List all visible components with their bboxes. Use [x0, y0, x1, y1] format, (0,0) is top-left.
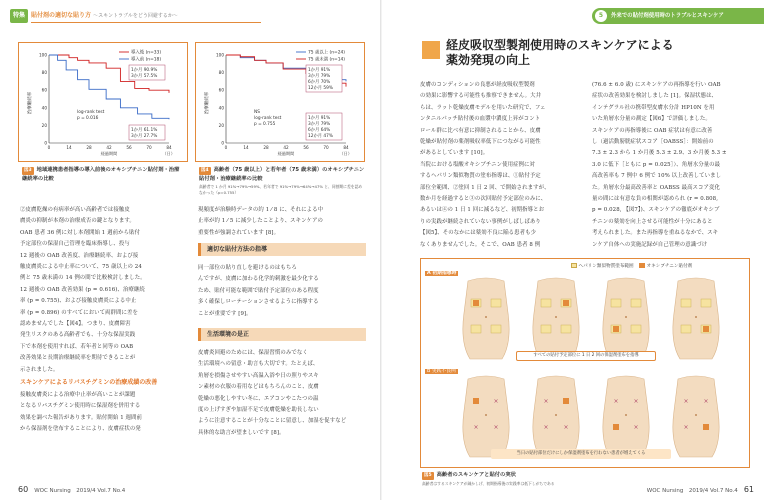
text-line: チニンの薬効を向上させる可能性が十分にあると	[592, 218, 713, 225]
unmoisturized-mark: ×	[473, 424, 479, 431]
text-line: 発生リスクのある高齢者でも、十分な保湿実践	[20, 332, 136, 339]
heparin-area	[491, 299, 501, 307]
result-box-top-line: 1か月 90.9%	[131, 68, 158, 73]
chart-2-svg	[196, 43, 366, 163]
text-line: 予定部位の保湿自己管理を臨床指導し、投与	[20, 241, 130, 248]
torso-outline	[533, 376, 579, 457]
navel	[555, 316, 557, 318]
x-tick-label: 28	[86, 145, 92, 150]
heparin-area	[681, 325, 691, 333]
text-line: 皮膚炎回避のためには、保湿習慣のみでなく	[198, 350, 308, 356]
heparin-area	[701, 299, 711, 307]
text-line: 部位全範囲、②塗回 1 日 2 回、で開始されますが、	[420, 184, 550, 191]
section-head-application-method: 適切な貼付方法の指導	[198, 243, 366, 256]
section-head-environment: 生活環境の是正	[198, 328, 366, 341]
feature-tag	[10, 9, 28, 23]
test-label: p = 0.016	[77, 116, 99, 121]
result-box-bottom-line: 6か月 64%	[308, 128, 331, 133]
text-line: なくありませんでした。そこで、OAB 患者 8 例	[420, 241, 541, 248]
test-label: NS	[254, 110, 260, 115]
text-line: 下で本剤を使用すれば、若年者と同等の OAB	[20, 343, 134, 350]
text-line: ロール群に比べ有意に抑制されることから、皮膚	[420, 127, 541, 134]
torso-figure	[533, 376, 579, 457]
text-line: 症状の改善効果を検討しました [1]。保湿状態は、	[592, 93, 718, 100]
text-line: 量の間には有意な負の相関が認められ (r = 0.808,	[592, 196, 719, 203]
y-tick-label: 0	[44, 140, 47, 146]
x-axis-unit: （日）	[162, 151, 175, 156]
left-footer	[18, 485, 125, 494]
panel-a-label: A 初期指導時	[427, 271, 457, 276]
result-box-top-line: 12か月 59%	[308, 86, 333, 91]
running-header	[31, 9, 261, 23]
right-page-number: 61	[743, 485, 754, 494]
torso-outline	[673, 278, 719, 359]
right-journal-name: WOC Nursing 2019/4 Vol.7 No.4	[646, 488, 738, 494]
section-head-rivastigmine: スキンケアによるリバスチグミンの治療成績の改善	[20, 379, 158, 386]
legend-swatch-heparin	[571, 263, 577, 268]
panel-b-bodies	[451, 371, 731, 459]
x-tick-label: 42	[283, 145, 289, 150]
patch-marker	[563, 398, 569, 404]
result-box-top-line: 3か月 57.5%	[131, 74, 158, 79]
figure-5-caption	[422, 471, 742, 480]
left-journal-name: WOC Nursing 2019/4 Vol.7 No.4	[34, 488, 126, 494]
result-box-bottom-line: 1か月 91%	[308, 116, 331, 121]
x-tick-label: 56	[303, 145, 309, 150]
text-line: 度の上げすぎや加湿不足で皮膚乾燥を助長しない	[198, 407, 319, 414]
patch-marker	[613, 326, 619, 332]
result-box-bottom-line: 1か月 61.1%	[131, 128, 158, 133]
navel	[625, 316, 627, 318]
figure-4-text: 高齢者（75 歳以上）と若年者（75 歳未満）のオキシブチニン貼付剤・治療継続率の比較	[199, 167, 365, 182]
x-tick-label: 42	[106, 145, 112, 150]
header-title: 貼付剤の適切な貼り方	[31, 12, 92, 19]
text-line: 生活環境への留意・助言も大切です。たとえば、	[198, 361, 319, 368]
legend-label-b: 75 歳未満 (n=14)	[308, 57, 346, 63]
heparin-area	[541, 299, 551, 307]
heparin-area	[631, 299, 641, 307]
x-axis-label: 経過期間	[277, 151, 295, 156]
curve-series-b	[49, 55, 169, 119]
unmoisturized-mark: ×	[683, 398, 689, 405]
legend-patch: オキシブチニン貼付剤	[646, 264, 693, 269]
y-tick-label: 100	[39, 52, 47, 58]
y-tick-label: 60	[41, 87, 47, 93]
x-tick-label: 28	[263, 145, 269, 150]
right-column-2	[592, 80, 758, 251]
text-line: OAB 患者 36 例に対し本剤開始 1 週前から貼付	[20, 229, 141, 236]
left-column-1	[20, 205, 188, 376]
right-running-header	[592, 8, 764, 24]
unmoisturized-mark: ×	[493, 398, 499, 405]
unmoisturized-mark: ×	[563, 424, 569, 431]
x-tick-label: 56	[126, 145, 132, 150]
y-tick-label: 60	[218, 87, 224, 93]
text-line: 効果を調べた報告があります。貼付開始 1 週間前	[20, 414, 143, 421]
figure-5-title: 高齢者のスキンケアと貼付の実状	[436, 472, 516, 478]
x-tick-label: 84	[343, 145, 349, 150]
text-line: ンケア自体への実施記録が自己管理の意識づけ	[592, 241, 708, 248]
text-line: 3.0 に低下［ともに p = 0.025］）、角層水分量の最	[592, 161, 721, 168]
text-line: 率 (p = 0.896) のすべてにおいて両群間に差を	[20, 309, 139, 316]
torso-figure	[463, 376, 509, 457]
text-line: 触皮膚炎による中止率について、75 歳以上の 24	[20, 264, 142, 271]
legend-heparin: ヘパリン類似物質塗布範囲	[578, 264, 634, 269]
navel	[695, 414, 697, 416]
torso-outline	[603, 278, 649, 359]
patch-marker	[703, 326, 709, 332]
text-line: 改善効果と長期治療継続率を期待できることが	[20, 355, 136, 362]
text-line: 乾燥の悪化しやすい冬に、エアコンやこたつの温	[198, 395, 319, 402]
heparin-area	[491, 325, 501, 333]
right-header-text: 外来での貼付剤使用時のトラブルとスキンケア	[611, 13, 724, 19]
patch-marker	[703, 424, 709, 430]
text-line: 率 (p = 0.755)、および接触皮膚炎による中止	[20, 298, 137, 305]
x-axis-unit: （日）	[339, 151, 352, 156]
text-line: 認めませんでした【図4】。つまり、皮膚障害	[20, 321, 131, 328]
torso-figure	[673, 278, 719, 359]
panel-a-note: すべての貼付予定部位に 1 日 2 回の保湿剤塗布を指導	[516, 351, 656, 361]
result-box-bottom-line: 12か月 47%	[308, 134, 333, 139]
unmoisturized-mark: ×	[633, 398, 639, 405]
feature-tag-label: 特集	[12, 12, 25, 19]
text-line: (76.6 ± 6.0 歳) にスキンケアの再指導を行い OAB	[592, 82, 721, 88]
y-axis-label: 治療継続率	[205, 91, 210, 115]
right-column-1	[420, 80, 584, 251]
navel	[625, 414, 627, 416]
figure-3-tag: 図3	[24, 168, 32, 173]
text-line: 重要性が強調されています [8]。	[198, 229, 280, 236]
text-line: 例と 75 歳未満の 14 例の間で比較検討しました。	[20, 275, 146, 282]
text-line: インテグラル社の携帯型皮膚水分計 HP10N を用	[592, 104, 715, 111]
text-line: 現頻度が治験時データの約 1 ⁄ 8 に、それによる中	[198, 207, 324, 213]
text-line: となるリバスチグミン使用時に保湿剤を併用する	[20, 403, 141, 410]
x-tick-label: 84	[166, 145, 172, 150]
text-line: 示されました。	[20, 366, 59, 373]
text-line: するヘパリン類似物質の塗布指導は、①貼付予定	[420, 173, 541, 180]
text-line: 当院における塩酸オキシブチニン使用症例に対	[420, 161, 536, 168]
figure-4-caption	[199, 166, 365, 183]
text-line: p = 0.028, 【図7】)、スキンケアの徹底がオキシブ	[592, 207, 720, 214]
unmoisturized-mark: ×	[703, 398, 709, 405]
text-line: があるとしています [10]。	[420, 150, 489, 157]
text-line: スキンケアの再指導後に OAB 症状は有意に改善	[592, 127, 713, 134]
legend-label-a: 75 歳以上 (n=24)	[308, 50, 346, 56]
legend-swatch-patch	[639, 263, 645, 268]
result-box-top-line: 1か月 91%	[308, 68, 331, 73]
left-page-number: 60	[18, 485, 29, 494]
x-tick-label: 70	[323, 145, 329, 150]
chart-1-svg	[19, 43, 189, 163]
torso-outline	[463, 376, 509, 457]
unmoisturized-mark: ×	[613, 398, 619, 405]
result-box-top-line: 6か月 70%	[308, 80, 331, 85]
text-line: んですが、皮膚に加わる化学的刺激を最少化する	[198, 276, 319, 283]
text-line: ②皮膚乾燥の有病率が高い高齢者では接触皮	[20, 207, 130, 213]
chart-2	[195, 42, 365, 162]
torso-figure	[463, 278, 509, 359]
text-line: あるいは④の 1 日 1 回に減るなど、初期指導とお	[420, 207, 545, 214]
text-line: 膚炎の抑制が本剤の治療成否の鍵となります。	[20, 218, 135, 225]
y-tick-label: 100	[216, 52, 224, 58]
y-tick-label: 20	[218, 122, 224, 128]
text-line: 考えられました。また再指導を重ねるなかで、スキ	[592, 230, 719, 237]
left-column-2b	[198, 263, 370, 320]
text-line: から保湿剤を塗布することにより、皮膚症状の発	[20, 426, 141, 433]
figure-5-legend	[571, 263, 692, 269]
text-line: ように注意することが十分なことに留意し、加湿を促すなど	[198, 418, 347, 425]
torso-outline	[603, 376, 649, 457]
navel	[555, 414, 557, 416]
text-line: 高改善率も 7 例中 6 例で 10% 以上改善していまし	[592, 173, 722, 180]
chapter-number: 5	[595, 10, 607, 22]
torso-outline	[673, 376, 719, 457]
unmoisturized-mark: ×	[493, 424, 499, 431]
y-axis-label: 治療継続率	[28, 91, 33, 115]
panel-b-note: 当日の貼付部位だけにしか保湿剤塗布を行わない患者が増えてくる	[491, 449, 671, 459]
text-line: 12 週後の OAB 改善度、治療継続率、および接	[20, 252, 139, 259]
left-column-2c	[198, 348, 370, 439]
section-title	[446, 38, 674, 68]
unmoisturized-mark: ×	[543, 398, 549, 405]
title-block-icon	[422, 41, 440, 59]
y-tick-label: 40	[218, 105, 224, 111]
patch-marker	[563, 300, 569, 306]
text-line: 同一部位の貼り直しを避けるのはもちろ	[198, 265, 297, 271]
title-line-2: 薬効発現の向上	[446, 53, 531, 67]
text-line: ンタニルパッチ貼付後の血漿中濃度上昇がコント	[420, 116, 541, 123]
x-tick-label: 0	[47, 145, 51, 150]
text-line: 具体的な助言が望ましいです [8]。	[198, 429, 285, 436]
legend-label-b: 導入前 (n=18)	[131, 57, 162, 63]
text-line: 数か月を経過すると③の次回貼付予定部位のみに、	[420, 196, 547, 203]
x-tick-label: 14	[66, 145, 72, 150]
torso-figure	[673, 376, 719, 457]
text-line: りの実践が継続されていない事例がしばしばあり	[420, 218, 541, 225]
result-box-top-line: 3か月 79%	[308, 74, 331, 79]
legend-label-a: 導入後 (n=33)	[131, 50, 162, 56]
text-line: 【図5】、そのなかには薬効不良に陥る患者も少	[420, 230, 537, 237]
navel	[695, 316, 697, 318]
right-footer	[647, 485, 754, 494]
text-line: し（過活動膀胱症状スコア［OABSS］：開始前の	[592, 139, 714, 146]
header-subtitle: ～スキントラブルをどう回避するか～	[93, 13, 178, 19]
result-box-bottom-line: 3か月 79%	[308, 122, 331, 127]
figure-5-note: 高齢者はするスキンケアが疎かしげ、初期指導後の実践率は低下しがちである	[422, 481, 555, 486]
unmoisturized-mark: ×	[543, 424, 549, 431]
text-line: 接触皮膚炎による治療中止率が高いことが課題	[20, 392, 136, 398]
panel-b-label: B 実践不良例	[427, 369, 456, 374]
heparin-area	[631, 325, 641, 333]
text-line: た。角層水分最高改善率と OABSS 最高スコア変化	[592, 184, 721, 191]
torso-figure	[603, 278, 649, 359]
text-line: 乾燥が貼付剤の薬剤吸収率低下につながる可能性	[420, 139, 541, 146]
heparin-area	[471, 325, 481, 333]
figure-4-tag: 図4	[201, 168, 209, 173]
y-tick-label: 80	[41, 70, 47, 76]
heparin-area	[541, 325, 551, 333]
x-tick-label: 14	[243, 145, 249, 150]
unmoisturized-mark: ×	[633, 424, 639, 431]
text-line: ことが重要です [9]。	[198, 310, 252, 317]
torso-outline	[533, 278, 579, 359]
left-column-2	[198, 205, 370, 239]
text-line: の効果に影響する可能性も推察できません。大井	[420, 93, 542, 100]
y-tick-label: 40	[41, 105, 47, 111]
navel	[485, 414, 487, 416]
text-line: 7.3 ± 2.3 から 1 か月後 5.3 ± 2.9、3 か月後 5.3 ±	[592, 150, 727, 157]
y-tick-label: 20	[41, 122, 47, 128]
chart-1	[18, 42, 188, 162]
figure-5	[420, 258, 750, 468]
figure-5-tag: 図5	[424, 473, 432, 478]
text-line: 12 週後の OAB 改善効果 (p = 0.616)、治療継続	[20, 286, 145, 293]
torso-figure	[603, 376, 649, 457]
text-line: ため、貼付可能な範囲で貼付予定部位のある程度	[198, 287, 319, 294]
left-column-1b	[20, 390, 188, 436]
x-axis-label: 経過期間	[100, 151, 118, 156]
unmoisturized-mark: ×	[683, 424, 689, 431]
patch-marker	[473, 300, 479, 306]
figure-3-caption	[22, 166, 182, 183]
x-tick-label: 70	[146, 145, 152, 150]
torso-figure	[533, 278, 579, 359]
text-line: 皮膚のコンディションの良悪が経皮吸収型製剤	[420, 82, 535, 88]
navel	[485, 316, 487, 318]
y-tick-label: 80	[218, 70, 224, 76]
test-label: log-rank test	[254, 116, 282, 121]
right-page	[382, 0, 764, 500]
text-line: ン素材の衣服の着用などはもちろんのこと、皮膚	[198, 384, 319, 391]
test-label: p = 0.755	[254, 122, 276, 127]
text-line: 多く確保しローテーションさせるように指導する	[198, 299, 319, 306]
text-line: らは、ラット乾燥皮膚モデルを用いた研究で、フェ	[420, 104, 546, 111]
result-box-bottom-line: 3か月 27.7%	[131, 134, 158, 139]
text-line: 角層を損傷させやすい高温入浴や日の照りやスキ	[198, 372, 319, 379]
patch-marker	[473, 398, 479, 404]
test-label: log-rank test	[77, 110, 105, 115]
text-line: いた角層水分量の測定【図6】で評価しました。	[592, 116, 711, 123]
heparin-area	[611, 299, 621, 307]
torso-outline	[463, 278, 509, 359]
heparin-area	[561, 325, 571, 333]
figure-3-text: 地域連携患者指導の導入前後のオキシブチニン貼付剤・治療継続率の比較	[22, 167, 180, 182]
figure-4-note: 高齢者で 1 か月 91%→79%→59%、若年者で 91%→79%→64%→47% と、同割期に差を認めなかった（p=0.755）	[199, 184, 363, 195]
title-line-1: 経皮吸収型製剤使用時のスキンケアによる	[446, 38, 674, 52]
text-line: 止率が約 1 ⁄ 5 に減少したことより、スキンケアの	[198, 218, 323, 225]
x-tick-label: 0	[224, 145, 228, 150]
panel-a-bodies	[451, 273, 731, 361]
patch-marker	[613, 424, 619, 430]
y-tick-label: 0	[221, 140, 224, 146]
heparin-area	[681, 299, 691, 307]
